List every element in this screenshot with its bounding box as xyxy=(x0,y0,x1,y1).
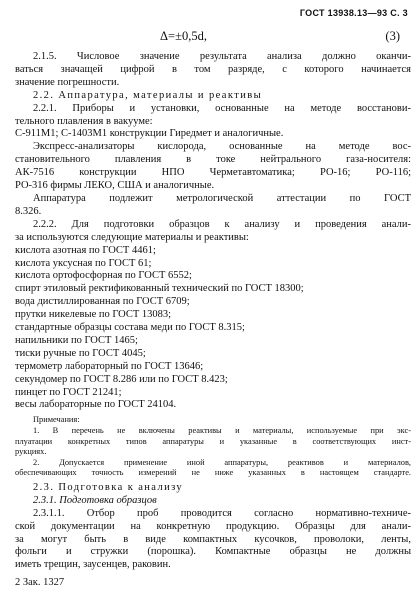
text-line: весы лабораторные по ГОСТ 24104. xyxy=(15,399,177,411)
formula-expression: Δ=±0,5d, xyxy=(160,29,207,43)
text-line: стандартные образцы состава меди по ГОСТ 8.315; xyxy=(15,322,245,334)
page-footer: 2 Зак. 1327 xyxy=(15,577,65,588)
section-2-2 xyxy=(15,51,411,412)
text-line: кислота уксусная по ГОСТ 61; xyxy=(15,257,152,269)
formula-3 xyxy=(0,29,418,45)
text-line: 2.2.2. Для подготовки образцов к анализу и проведения анали- xyxy=(33,218,411,230)
text-line: тельного плавления в вакууме: xyxy=(15,115,153,127)
text-line: АК-7516 конструкции НПО Черметавтоматика; РО-16; РО-116; xyxy=(15,167,411,179)
text-line: пинцет по ГОСТ 21241; xyxy=(15,386,122,398)
text-line: рукциях. xyxy=(15,447,47,457)
text-line: иметь трещин, заусенцев, раковин. xyxy=(15,559,171,571)
text-line: ваться значащей цифрой в том разряде, с которого начинается xyxy=(15,63,411,75)
text-line: С-911М1; С-1403М1 конструкции Гиредмет и аналогичные. xyxy=(15,128,284,140)
text-line: плуатации конкретных типов аппаратуры и указанные в соответствующих инст- xyxy=(15,436,411,446)
text-line: 2.2. Аппаратура, материалы и реактивы xyxy=(33,89,263,101)
text-line: значение погрешности. xyxy=(15,76,120,88)
text-line: за используются следующие материалы и реактивы: xyxy=(15,231,249,243)
text-line: кислота ортофосфорная по ГОСТ 6552; xyxy=(15,270,192,282)
text-line: становительного плавления в токе нейтрального газа-носителя: xyxy=(15,154,411,166)
text-line: вода дистиллированная по ГОСТ 6709; xyxy=(15,296,190,308)
text-line: спирт этиловый ректификованный технический по ГОСТ 18300; xyxy=(15,283,304,295)
text-line: 2.3.1. Подготовка образцов xyxy=(33,494,157,506)
section-2-3 xyxy=(15,482,411,572)
text-line: фольги и стружки (порошка). Компактные образцы не должны xyxy=(15,546,411,558)
text-line: секундомер по ГОСТ 8.286 или по ГОСТ 8.423; xyxy=(15,373,228,385)
text-line: РО-316 фирмы ЛЕКО, США и аналогичные. xyxy=(15,180,215,192)
text-line: тиски ручные по ГОСТ 4045; xyxy=(15,347,146,359)
text-line: 2.3. Подготовка к анализу xyxy=(33,481,184,493)
text-line: кислота азотная по ГОСТ 4461; xyxy=(15,244,156,256)
text-line: 2.2.1. Приборы и установки, основанные на методе восстанови- xyxy=(33,102,411,114)
text-line: за могут быть в виде компактных кусочков, проволоки, ленты, xyxy=(15,533,411,545)
body-text xyxy=(15,51,411,572)
text-line: 2. Допускается применение иной аппаратуры, реактивов и материалов, xyxy=(33,457,411,467)
text-line: Экспресс-анализаторы кислорода, основанные на методе вос- xyxy=(33,141,411,153)
page-header: ГОСТ 13938.13—93 С. 3 xyxy=(299,8,408,18)
text-line: термометр лабораторный по ГОСТ 13646; xyxy=(15,360,204,372)
text-line: 8.326. xyxy=(15,205,42,217)
formula-number: (3) xyxy=(385,29,400,43)
text-line: 2.3.1.1. Отбор проб проводится согласно нормативно-техниче- xyxy=(33,507,411,519)
text-line: обеспечивающих точность измерений не ниже указанных в настоящем стандарте. xyxy=(15,468,411,478)
text-line: прутки никелевые по ГОСТ 13083; xyxy=(15,309,172,321)
text-line: ской документации на конкретную продукцию. Образцы для анали- xyxy=(15,520,411,532)
text-line: 1. В перечень не включены реактивы и материалы, используемые при экс- xyxy=(33,425,411,435)
notes-block xyxy=(15,415,411,479)
notes-title: Примечания: xyxy=(33,415,80,425)
text-line: Аппаратура подлежит метрологической аттестации по ГОСТ xyxy=(33,192,411,204)
text-line: 2.1.5. Числовое значение результата анализа должно оканчи- xyxy=(33,51,411,62)
text-line: напильники по ГОСТ 1465; xyxy=(15,334,138,346)
